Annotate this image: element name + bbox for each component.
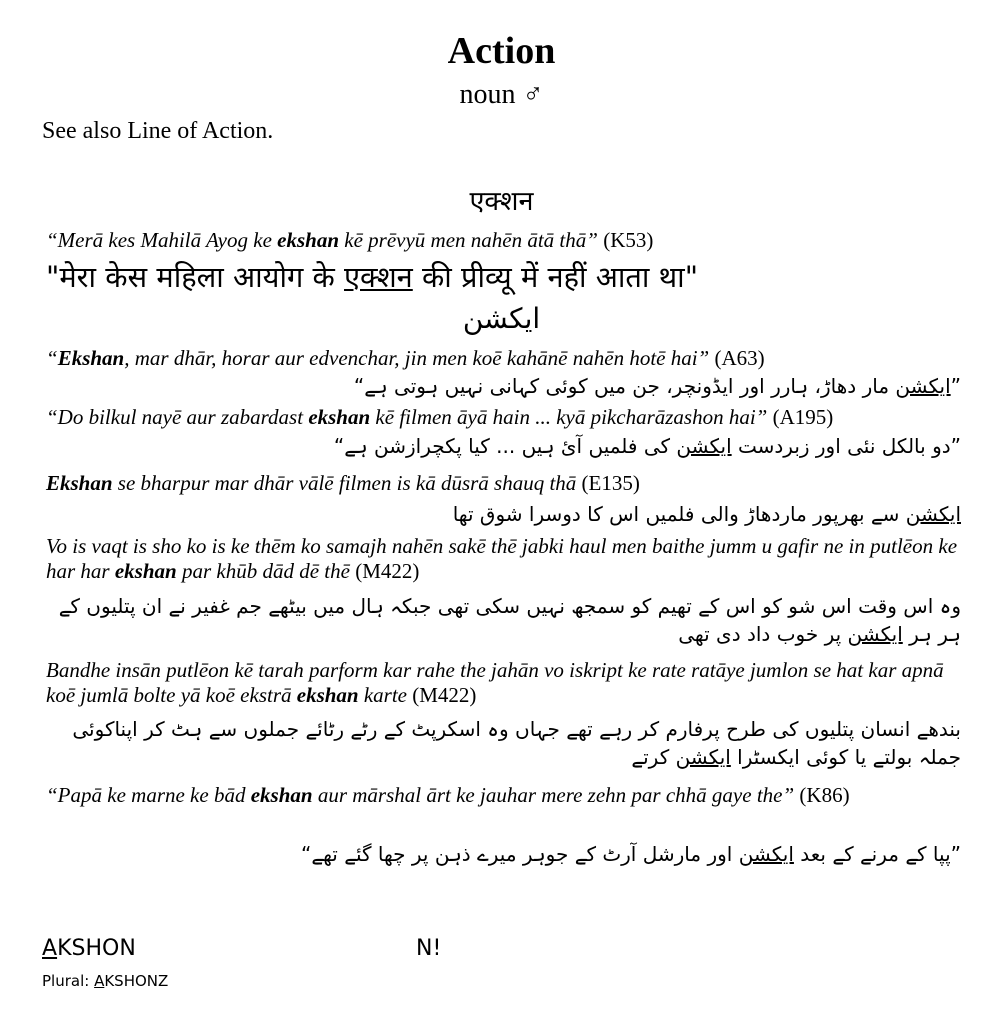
urdu-example-5-script: بندھے انسان پتلیوں کی طرح پرفارم کر رہے تھے جہاں وہ اسکرپٹ کے رٹے رٹائے جملوں سے ہٹ کر اپناکوئی جملہ بولتے یا کوئی ایکسٹرا ایکشن کرتے xyxy=(72,717,961,769)
hindi-example-1-script: "मेरा केस महिला आयोग के एक्शन की प्रीव्यू में नहीं आता था" xyxy=(46,260,699,294)
hindi-headword: एक्शन xyxy=(469,186,534,217)
urdu-example-3-script: ایکشن سے بھرپور ماردھاڑ والی فلمیں اس کا دوسرا شوق تھا xyxy=(452,502,961,526)
urdu-example-4-script: وہ اس وقت اس شو کو اس کے تھیم کو سمجھ نہیں سکی تھی جبکہ ہال میں بیٹھے جم غفیر نے ان پتلیوں کے ہر ہر ایکشن پر خوب داد دی تھی xyxy=(58,594,961,646)
pronunciation-marker: N! xyxy=(416,936,442,961)
urdu-example-3-translit: Ekshan se bharpur mar dhār vālē filmen is kā dūsrā shauq thā (E135) xyxy=(46,471,640,495)
plural-form: Plural: AKSHONZ xyxy=(42,972,169,990)
urdu-example-1-translit: “Ekshan, mar dhār, horar aur edvenchar, jin men koē kahānē nahēn hotē hai” (A63) xyxy=(46,346,765,370)
urdu-example-2-script: ”دو بالکل نئی اور زبردست ایکشن کی فلمیں آئ ہیں ... کیا پکچرازشن ہے“ xyxy=(333,434,961,458)
urdu-example-2-translit: “Do bilkul nayē aur zabardast ekshan kē filmen āyā hain ... kyā pikcharāzashon hai” (A195) xyxy=(46,405,834,429)
hindi-example-1-translit: “Merā kes Mahilā Ayog ke ekshan kē prēvyū men nahēn ātā thā” (K53) xyxy=(46,228,654,252)
urdu-example-4-translit: Vo is vaqt is sho ko is ke thēm ko samajh nahēn sakē thē jabki haul men baithe jumm u gafir ne in putlēon ke har har ekshan par khūb dād dē thē (M422) xyxy=(46,534,958,583)
see-also-note: See also Line of Action. xyxy=(42,118,274,144)
part-of-speech: noun ♂ xyxy=(459,79,544,110)
urdu-example-6-translit: “Papā ke marne ke bād ekshan aur mārshal ārt ke jauhar mere zehn par chhā gaye the” (K86) xyxy=(46,783,850,807)
urdu-example-5-translit: Bandhe insān putlēon kē tarah parform kar rahe the jahān vo iskript ke rate ratāye jumlon se hat kar apnā koē jumlā bolte yā koē ekstrā ekshan karte (M422) xyxy=(46,658,944,707)
pronunciation-word: AKSHON xyxy=(42,936,136,961)
urdu-example-1-script: ”ایکشن مار دھاڑ، ہارر اور ایڈونچر، جن میں کوئی کہانی نہیں ہوتی ہے“ xyxy=(353,374,961,398)
urdu-example-6-script: ”پپا کے مرنے کے بعد ایکشن اور مارشل آرٹ کے جوہر میرے ذہن پر چھا گئے تھے“ xyxy=(301,842,961,866)
urdu-headword: ایکشن xyxy=(462,302,541,335)
entry-title: Action xyxy=(447,30,556,72)
